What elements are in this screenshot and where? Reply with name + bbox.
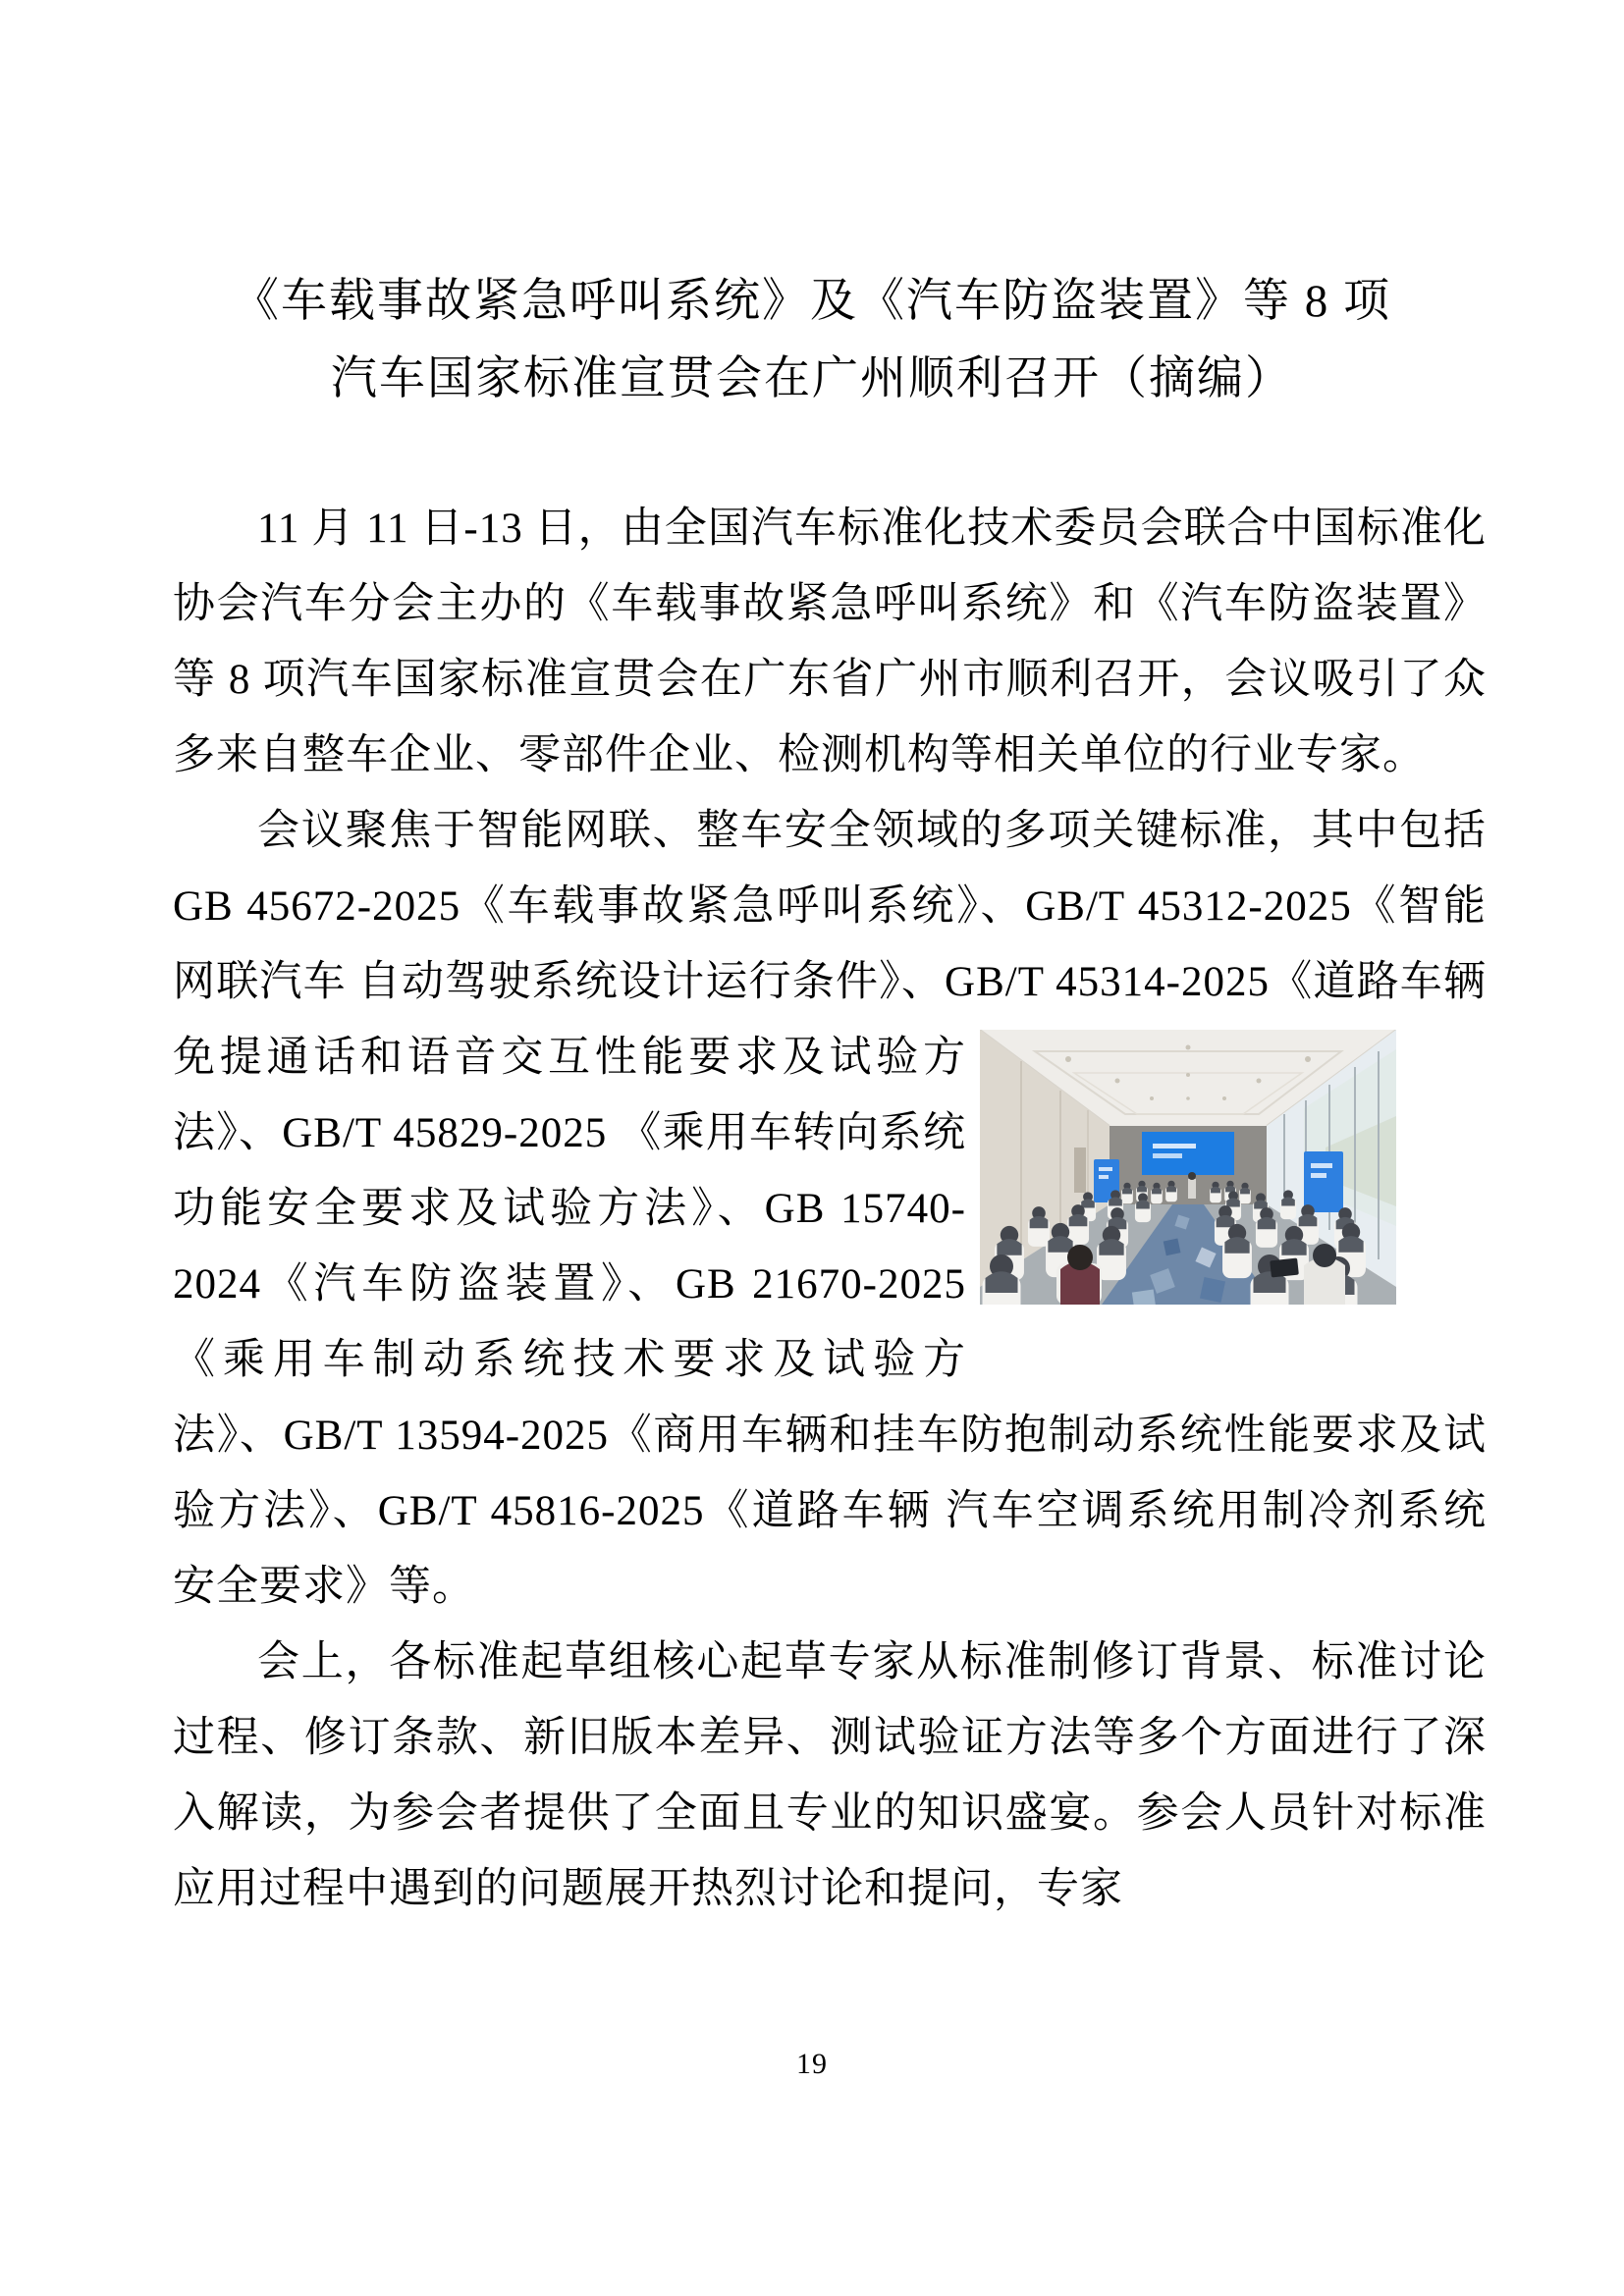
conference-photo xyxy=(980,1030,1396,1305)
photo-right-banner xyxy=(1304,1151,1343,1212)
paragraph-3: 会上，各标准起草组核心起草专家从标准制修订背景、标准讨论过程、修订条款、新旧版本差异、测试验证方法等多个方面进行了深入解读，为参会者提供了全面且专业的知识盛宴。参会人员针对标准应用过程中遇到的问题展开热烈讨论和提问，专家 xyxy=(173,1639,1487,1912)
paragraph-2 xyxy=(173,793,1487,1625)
page-number: 19 xyxy=(796,2048,828,2080)
title-line-1: 《车载事故紧急呼叫系统》及《汽车防盗装置》等 8 项 xyxy=(233,276,1391,327)
paragraph-1: 11 月 11 日-13 日，由全国汽车标准化技术委员会联合中国标准化协会汽车分会主办的《车载事故紧急呼叫系统》和《汽车防盗装置》等 8 项汽车国家标准宣贯会在广东省广州市顺利召开，会议吸引了众多来自整车企业、零部件企业、检测机构等相关单位的行业专家。 xyxy=(173,506,1487,778)
title-line-2: 汽车国家标准宣贯会在广州顺利召开（摘编） xyxy=(331,353,1293,404)
paragraph-2-text-after-photo: 14-2025《道路车辆 免提通话和语音交互性能要求及试验方法》、GB/T 45829-2025 《乘用车转向系统功能安全要求及试验方法》、GB 15740-2024《汽车防盗装置》、GB 21670-2025《乘用车制动系统技术要求及试验方法》、GB/T 13594-2025《商用车辆和挂车防抱制动系统性能要求及试验方法》、GB/T 45816-2025《道路车辆 汽车空调系统用制冷剂系统 安全要求》等。 xyxy=(173,959,1487,1610)
document-body xyxy=(173,491,1487,1927)
conference-photo-graphic xyxy=(980,1030,1396,1305)
page-title xyxy=(0,0,1624,418)
paragraph-2-text-before-photo: 会议聚焦于智能网联、整车安全领域的多项关键标准，其中包括 GB 45672-2025《车载事故紧急呼叫系统》、GB/T 45312-2025《智能网联汽车 自动驾驶系统设计运行条件》、GB/T 453 xyxy=(173,808,1487,1005)
photo-presenter xyxy=(1188,1172,1196,1199)
